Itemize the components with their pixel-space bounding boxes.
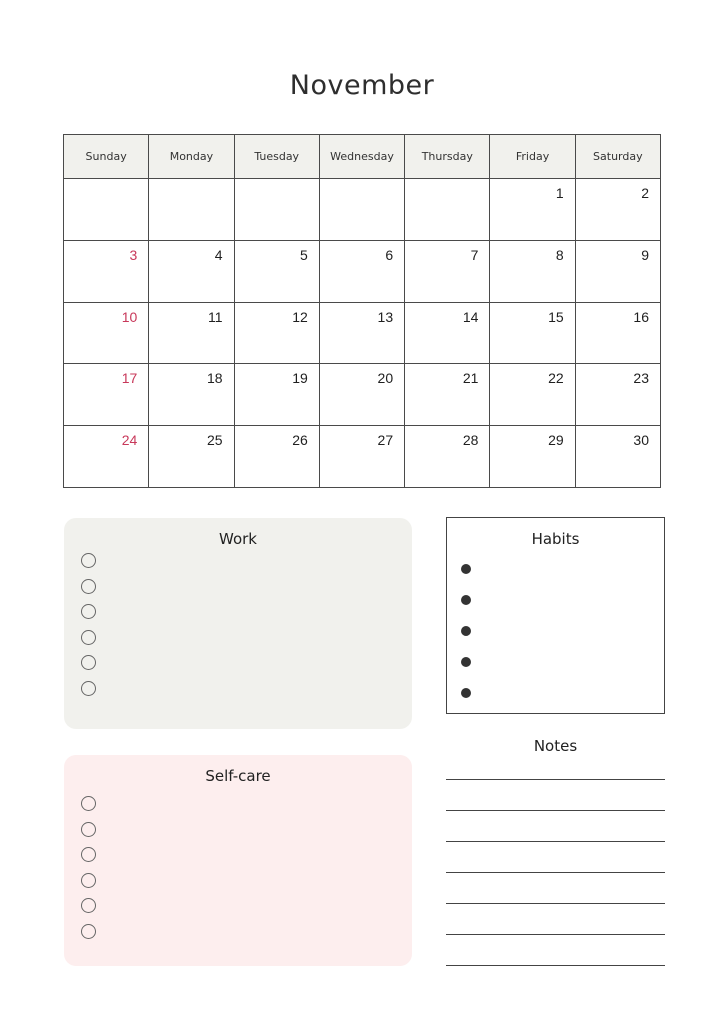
day-cell: 20 — [319, 364, 404, 426]
day-cell: 4 — [149, 240, 234, 302]
day-cell: 30 — [575, 426, 660, 488]
checkbox-circle-icon[interactable] — [81, 630, 96, 645]
day-cell: 16 — [575, 302, 660, 364]
note-line[interactable] — [446, 934, 665, 935]
week-row — [64, 240, 661, 302]
day-cell: 11 — [149, 302, 234, 364]
day-cell: 10 — [64, 302, 149, 364]
day-cell — [64, 179, 149, 241]
day-cell: 8 — [490, 240, 575, 302]
week-row — [64, 426, 661, 488]
checkbox-circle-icon[interactable] — [81, 873, 96, 888]
note-line[interactable] — [446, 810, 665, 811]
bullet-icon — [461, 688, 471, 698]
weekday-header: Sunday — [64, 135, 149, 179]
checkbox-circle-icon[interactable] — [81, 847, 96, 862]
checkbox-circle-icon[interactable] — [81, 822, 96, 837]
notes-title: Notes — [533, 737, 578, 755]
note-line[interactable] — [446, 872, 665, 873]
weekday-header: Monday — [149, 135, 234, 179]
selfcare-checklist — [81, 796, 96, 950]
weekday-header: Saturday — [575, 135, 660, 179]
selfcare-title: Self-care — [205, 767, 271, 785]
checkbox-circle-icon[interactable] — [81, 579, 96, 594]
day-cell: 24 — [64, 426, 149, 488]
note-line[interactable] — [446, 841, 665, 842]
day-cell: 22 — [490, 364, 575, 426]
checkbox-circle-icon[interactable] — [81, 681, 96, 696]
day-cell: 18 — [149, 364, 234, 426]
week-row — [64, 302, 661, 364]
day-cell: 12 — [234, 302, 319, 364]
work-checklist — [81, 553, 96, 707]
day-cell — [319, 179, 404, 241]
weekday-header: Thursday — [405, 135, 490, 179]
checkbox-circle-icon[interactable] — [81, 553, 96, 568]
checkbox-circle-icon[interactable] — [81, 655, 96, 670]
day-cell: 28 — [405, 426, 490, 488]
bullet-icon — [461, 626, 471, 636]
day-cell: 29 — [490, 426, 575, 488]
day-cell: 17 — [64, 364, 149, 426]
checkbox-circle-icon[interactable] — [81, 796, 96, 811]
day-cell: 13 — [319, 302, 404, 364]
day-cell: 23 — [575, 364, 660, 426]
day-cell: 6 — [319, 240, 404, 302]
weekday-header: Wednesday — [319, 135, 404, 179]
habits-section — [446, 517, 665, 714]
day-cell: 9 — [575, 240, 660, 302]
checkbox-circle-icon[interactable] — [81, 604, 96, 619]
work-title: Work — [219, 530, 257, 548]
habits-list — [461, 564, 471, 719]
day-cell: 2 — [575, 179, 660, 241]
day-cell: 3 — [64, 240, 149, 302]
calendar-grid — [63, 134, 661, 488]
bullet-icon — [461, 595, 471, 605]
day-cell: 26 — [234, 426, 319, 488]
day-cell: 25 — [149, 426, 234, 488]
day-cell: 7 — [405, 240, 490, 302]
work-section — [64, 518, 412, 729]
bullet-icon — [461, 564, 471, 574]
note-line[interactable] — [446, 903, 665, 904]
note-line[interactable] — [446, 779, 665, 780]
weekday-header: Tuesday — [234, 135, 319, 179]
day-cell — [149, 179, 234, 241]
day-cell: 15 — [490, 302, 575, 364]
day-cell: 27 — [319, 426, 404, 488]
weekday-header-row — [64, 135, 661, 179]
habits-title: Habits — [531, 530, 580, 548]
week-row — [64, 179, 661, 241]
selfcare-section — [64, 755, 412, 966]
day-cell: 21 — [405, 364, 490, 426]
page-title: November — [289, 70, 435, 101]
bullet-icon — [461, 657, 471, 667]
day-cell: 19 — [234, 364, 319, 426]
notes-lines — [446, 779, 665, 996]
week-row — [64, 364, 661, 426]
day-cell: 1 — [490, 179, 575, 241]
day-cell: 14 — [405, 302, 490, 364]
day-cell — [234, 179, 319, 241]
day-cell: 5 — [234, 240, 319, 302]
checkbox-circle-icon[interactable] — [81, 924, 96, 939]
day-cell — [405, 179, 490, 241]
note-line[interactable] — [446, 965, 665, 966]
weekday-header: Friday — [490, 135, 575, 179]
checkbox-circle-icon[interactable] — [81, 898, 96, 913]
